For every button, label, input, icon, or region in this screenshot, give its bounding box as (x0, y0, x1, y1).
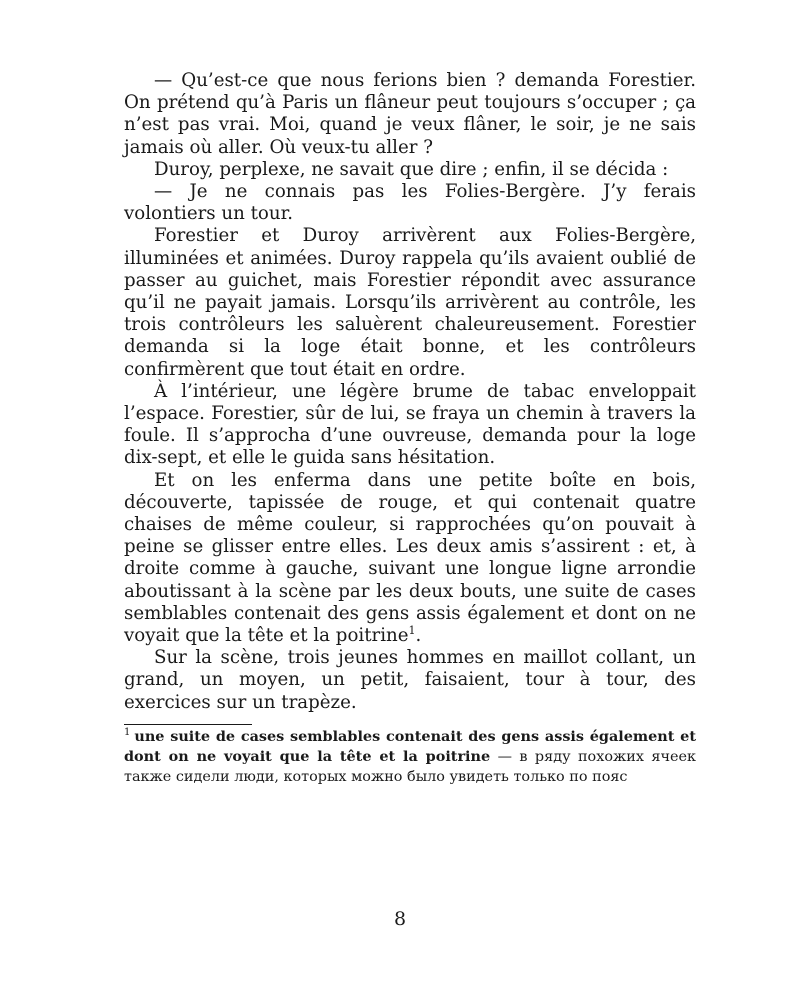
paragraph: Forestier et Duroy arrivèrent aux Folies-Bergère, illuminées et animées. Duroy rappela qu’ils avaient oublié de passer au guichet, mais Forestier répondit avec assurance qu’il ne payait jamais. Lorsqu’ils arrivèrent au contrôle, les trois contrôleurs les saluèrent chaleureusement. Forestier demanda si la loge était bonne, et les contrôleurs confirmèrent que tout était en ordre. (124, 225, 696, 380)
footnote-quote: une suite de cases semblables contenait des gens assis également et dont on ne voyait que la tête et la poitrine (124, 727, 696, 766)
paragraph-text: Et on les enferma dans une petite boîte en bois, découverte, tapissée de rouge, et qui contenait quatre chaises de même couleur, si rapprochées qu’on pouvait à peine se glisser entre elles. Les deux amis s’assirent : et, à droite comme à gauche, suivant une longue ligne arrondie aboutissant à la scène par les deux bouts, une suite de cases semblables contenait des gens assis également et dont on ne voyait que la tête et la poitrine (124, 469, 696, 647)
page-number: 8 (393, 908, 407, 930)
footnote-divider (124, 724, 252, 725)
paragraph: Sur la scène, trois jeunes hommes en maillot collant, un grand, un moyen, un petit, faisaient, tour à tour, des exercices sur un trapèze. (124, 647, 696, 713)
paragraph: À l’intérieur, une légère brume de tabac enveloppait l’espace. Forestier, sûr de lui, se fraya un chemin à travers la foule. Il s’approcha d’une ouvreuse, demanda pour la loge dix-sept, et elle le guida sans hésitation. (124, 380, 696, 469)
paragraph: Duroy, perplexe, ne savait que dire ; enfin, il se décida : (154, 158, 669, 180)
paragraph: — Qu’est-ce que nous ferions bien ? demanda Forestier. On prétend qu’à Paris un flâneur peut toujours s’occuper ; ça n’est pas vrai. Moi, quand je veux flâner, le soir, je ne sais jamais où aller. Où veux-tu aller ? (124, 70, 696, 158)
footnote-translation: — в ряду похожих ячеек также сидели люди, которых можно было увидеть только по пояс (124, 749, 696, 785)
footnote-mark: 1 (124, 727, 131, 739)
footnote (124, 727, 696, 788)
book-page (124, 70, 696, 787)
paragraph-with-footnote: Et on les enferma dans une petite boîte en bois, découverte, tapissée de rouge, et qui contenait quatre chaises de même couleur, si rapprochées qu’on pouvait à peine se glisser entre elles. Les deux amis s’assirent : et, à droite comme à gauche, suivant une longue ligne arrondie aboutissant à la scène par les deux bouts, une suite de cases semblables contenait des gens assis également et dont on ne voyait que la tête et la poitrine$^1$. (124, 469, 696, 647)
paragraph: — Je ne connais pas les Folies-Bergère. J’y ferais volontiers un tour. (124, 181, 696, 225)
footnote-reference: 1 (408, 624, 416, 638)
